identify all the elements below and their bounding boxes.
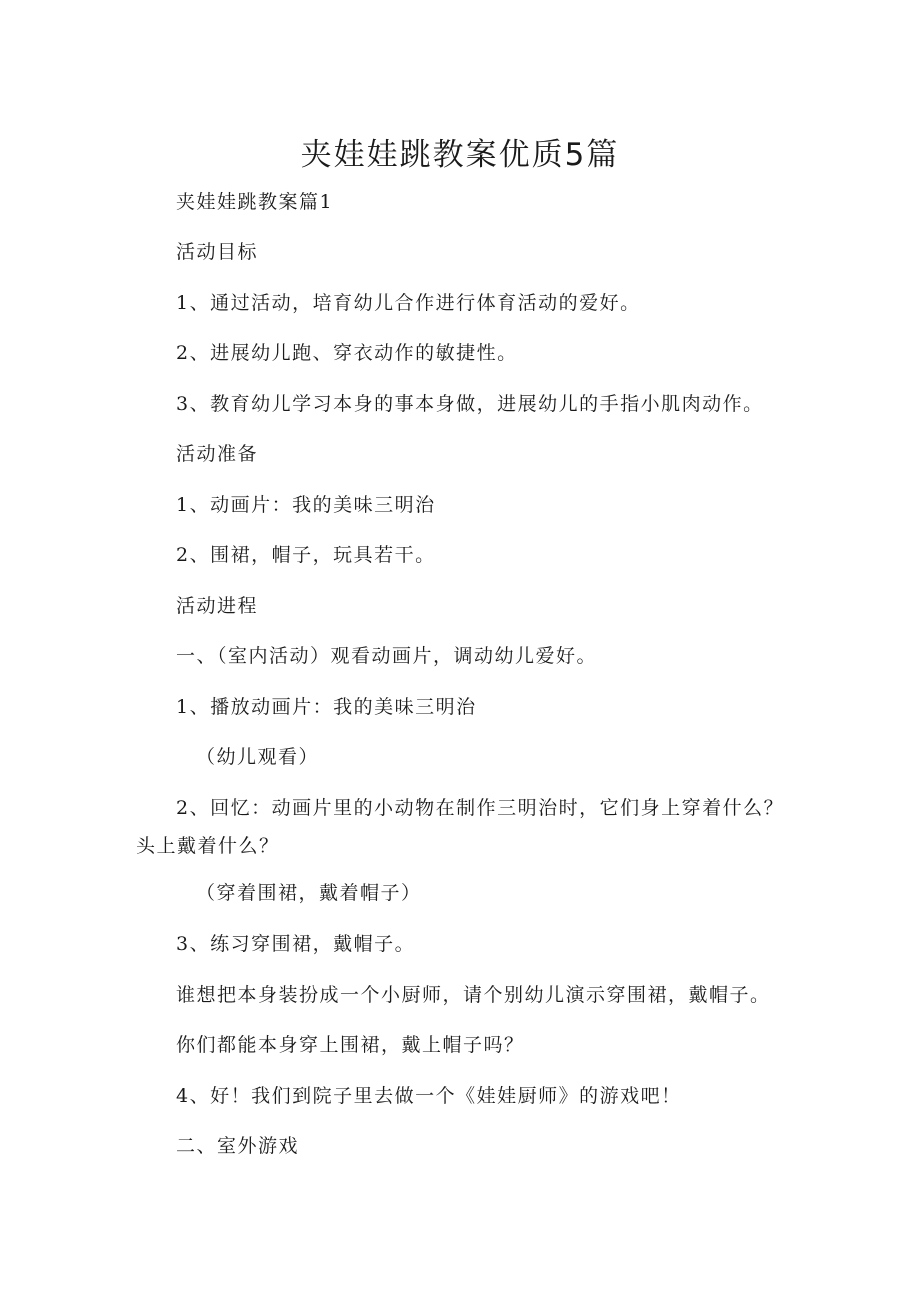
paragraph: 1、播放动画片：我的美味三明治: [176, 696, 477, 718]
subheading-goals: 活动目标: [176, 241, 259, 263]
paragraph: 一、（室内活动）观看动画片，调动幼儿爱好。: [176, 645, 598, 667]
paragraph: 3、教育幼儿学习本身的事本身做，进展幼儿的手指小肌肉动作。: [176, 393, 764, 415]
paragraph: 你们都能本身穿上围裙，戴上帽子吗？: [176, 1034, 525, 1056]
paragraph: 2、进展幼儿跑、穿衣动作的敏捷性。: [176, 342, 518, 364]
paragraph: （幼儿观看）: [196, 746, 320, 768]
paragraph: 1、通过活动，培育幼儿合作进行体育活动的爱好。: [176, 292, 641, 314]
document-title: 夹娃娃跳教案优质5篇: [300, 136, 620, 173]
subheading-outdoor: 二、室外游戏: [176, 1135, 300, 1157]
paragraph: 3、练习穿围裙，戴帽子。: [176, 933, 416, 955]
subheading-process: 活动进程: [176, 595, 259, 617]
paragraph: 谁想把本身装扮成一个小厨师，请个别幼儿演示穿围裙，戴帽子。: [176, 984, 771, 1006]
subheading-preparation: 活动准备: [176, 443, 259, 465]
paragraph: （穿着围裙，戴着帽子）: [196, 882, 422, 904]
paragraph: 1、动画片：我的美味三明治: [176, 494, 436, 516]
paragraph: 4、好！我们到院子里去做一个《娃娃厨师》的游戏吧！: [176, 1085, 682, 1107]
section-heading: 夹娃娃跳教案篇1: [176, 191, 334, 213]
paragraph-wrapped: 2、回忆：动画片里的小动物在制作三明治时，它们身上穿着什么？头上戴着什么？: [136, 797, 785, 857]
paragraph: 2、围裙，帽子，玩具若干。: [176, 544, 436, 566]
